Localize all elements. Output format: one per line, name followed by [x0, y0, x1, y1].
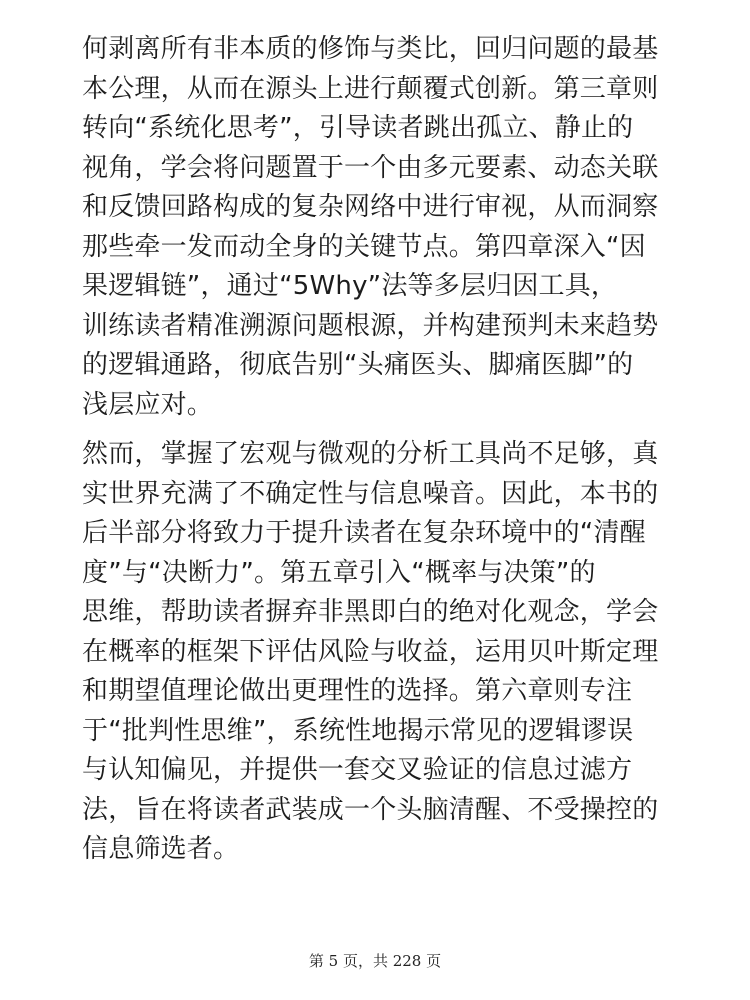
text-line: 然而，掌握了宏观与微观的分析工具尚不足够，真 [82, 439, 659, 469]
paragraph-2 [82, 435, 672, 870]
text-line: 与认知偏见，并提供一套交叉验证的信息过滤方 [82, 755, 633, 785]
text-line: 转向“系统化思考”，引导读者跳出孤立、静止的 [82, 113, 634, 143]
text-line: 本公理，从而在源头上进行颠覆式创新。第三章则 [82, 73, 659, 104]
text-line: 于“批判性思维”，系统性地揭示常见的逻辑谬误 [82, 715, 634, 746]
text-line: 浅层应对。 [82, 389, 214, 420]
text-line: 果逻辑链”，通过“5Why”法等多层归因工具， [82, 271, 618, 301]
text-line: 和期望值理论做出更理性的选择。第六章则专注 [82, 676, 633, 706]
text-line: 训练读者精准溯源问题根源，并构建预判未来趋势 [82, 310, 659, 341]
text-line: 信息筛选者。 [82, 834, 240, 864]
text-line: 法，旨在将读者武装成一个头脑清醒、不受操控的 [82, 794, 659, 825]
text-line: 何剥离所有非本质的修饰与类比，回归问题的最基 [82, 34, 659, 64]
text-line: 思维，帮助读者摒弃非黑即白的绝对化观念，学会 [82, 597, 659, 627]
text-line: 那些牵一发而动全身的关键节点。第四章深入“因 [82, 231, 646, 262]
text-line: 实世界充满了不确定性与信息噪音。因此，本书的 [82, 478, 659, 509]
page-number: 第 5 页，共 228 页 [308, 952, 442, 970]
text-line: 后半部分将致力于提升读者在复杂环境中的“清醒 [82, 518, 646, 548]
text-line: 和反馈回路构成的复杂网络中进行审视，从而洞察 [82, 192, 659, 222]
paragraph-1 [82, 30, 672, 425]
text-line: 的逻辑通路，彻底告别“头痛医头、脚痛医脚”的 [82, 350, 634, 380]
body-text [82, 30, 672, 880]
text-line: 视角，学会将问题置于一个由多元要素、动态关联 [82, 152, 659, 183]
text-line: 在概率的框架下评估风险与收益，运用贝叶斯定理 [82, 636, 659, 667]
text-line: 度”与“决断力”。第五章引入“概率与决策”的 [82, 557, 596, 588]
